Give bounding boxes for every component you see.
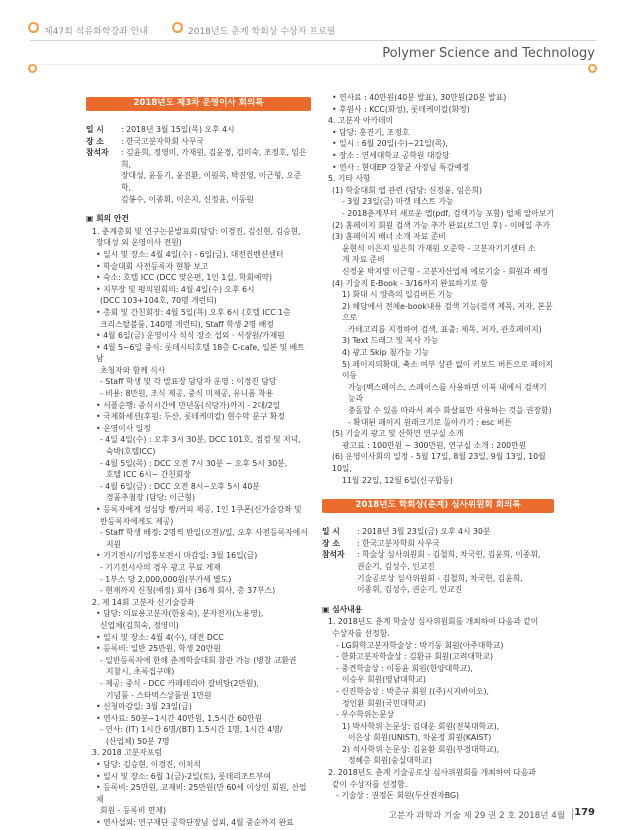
- meta-key: 참석자: [322, 550, 345, 560]
- text-line: 1. 2018년도 춘계 학술상 심사위원회를 개최하여 다음과 같이: [328, 617, 539, 627]
- text-line: 호텔 ICC 6시~ 간친회장: [106, 470, 191, 480]
- text-line: 11월 22일, 12월 6일(신구합동): [342, 475, 453, 485]
- page-header: [0, 0, 625, 90]
- agenda-list: [86, 226, 311, 829]
- header-prev-article[interactable]: [44, 24, 148, 37]
- text-line: 4) 광고 Skip 첨가능 기능: [342, 348, 430, 358]
- text-line: - 우수학위논문상: [336, 710, 395, 720]
- meta-value: : 한국고분자학회 사무국: [121, 136, 204, 146]
- text-line: 회원 - 등록비 면제): [100, 806, 167, 816]
- banner-title: 2018년도 제3차 운영이사 회의록: [133, 98, 264, 109]
- text-line: - 제공: 중식 - DCC 카페테리아 갈비탕(2만원),: [100, 678, 259, 688]
- text-line: - Staff 학생 및 각 발표장 담당자 운영 : 이경진 담당: [100, 377, 277, 387]
- footer-divider: [572, 808, 573, 820]
- text-line: (DCC 103+104호, 70명 개런티): [100, 296, 217, 306]
- text-line: 지원: [106, 539, 122, 549]
- text-line: • 장소 : 연세대학교 공학원 대강당: [332, 150, 450, 160]
- text-line: 크리스탈볼룸, 140명 개런티), Staff 학생 2명 배정: [100, 319, 274, 329]
- text-line: • 담당: 의료용고분자(한웅숙), 분자전자(노용영),: [96, 609, 264, 619]
- text-line: • 등록비: 25만원, 교재비: 25만원(만 60세 이상인 회원, 산업체: [96, 783, 307, 804]
- text-line: 개 자료 준비: [342, 255, 385, 265]
- text-line: • 연사 : 현대EP 강창균 사장님 특강예정: [332, 162, 470, 172]
- text-line: - 중견학술상 : 이동윤 회원(한양대학교),: [336, 663, 473, 673]
- text-line: 이승우 회원(영남대학교): [342, 675, 426, 685]
- text-line: 충돌할 수 있음 따라서 최수 화살표만 사용하는 것을 권장함): [348, 406, 552, 416]
- meta-value: 기술공로상 심사위원회 - 김철희, 차국헌, 김윤희,: [357, 573, 523, 583]
- text-line: 장대성 외 운영이사 전원): [96, 238, 182, 248]
- meta-row: [322, 573, 554, 585]
- text-line: • 일시 : 6월 20일(수)~21일(목),: [332, 139, 448, 149]
- text-line: 경품추첨장 (담당: 이근형): [106, 493, 195, 503]
- section-title-agenda: ▣ 회의 안건: [86, 214, 129, 224]
- text-line: 정인환 회원(국민대학교): [342, 698, 426, 708]
- text-line: • 등록비: 일반 25만원, 학생 20만원: [96, 644, 221, 654]
- text-line: • 일시 및 장소: 6월 1(금)-2일(토), 롯데리조트부여: [96, 771, 271, 781]
- meta-row: [322, 561, 554, 573]
- text-line: - 4월 6일(금) : DCC 오전 8시~오후 5시 40분: [100, 481, 260, 491]
- text-line: • 지부장 및 평의원회의: 4월 4일(수) 오후 6시: [96, 284, 255, 294]
- meta-key: 장 소: [322, 538, 340, 548]
- text-line: - 기기전시사의 경우 광고 무료 게재: [100, 562, 221, 572]
- text-line: - 비용: 8만원, 조식 제공, 중식 미제공, 유니폼 착용: [100, 389, 274, 399]
- text-line: • 총회 및 간친회장: 4월 5일(목) 오후 6시 (호텔 ICC 1층: [96, 307, 291, 317]
- text-line: • 국제화세션(후원: 두산, 롯데케미칼) 현수막 문구 확정: [96, 412, 285, 422]
- text-line: - LG화학고분자학술상 : 박기동 회원(아주대학교): [336, 640, 504, 650]
- text-line: 신정윤 박지영 이근형 - 고분자산업체 에로기술 - 회원과 배정: [342, 266, 549, 276]
- text-line: • 연사료 : 40만원(40분 발표), 30만원(20분 발표): [332, 93, 507, 102]
- text-line: 같이 수상자를 선정함.: [332, 779, 408, 789]
- footer-journal-info: 고분자 과학과 기술 제 29 권 2 호 2018년 4월: [388, 811, 565, 821]
- text-line: - 한화고분자학술상 : 김환규 회원(고려대학교): [336, 652, 494, 662]
- circle-bullet-icon: [28, 64, 37, 73]
- text-line: • 일시 및 장소: 4월 4(수), 대전 DCC: [96, 632, 224, 642]
- spacer: [322, 486, 554, 494]
- text-line: • 신청마감일: 3월 23일(금): [96, 702, 192, 712]
- text-line: (산업체) 50분 7명: [106, 736, 170, 746]
- meeting-meta: [86, 124, 311, 205]
- header-current-text: 2018년도 춘계 학회상 수상자 프로필: [188, 27, 336, 37]
- text-line: (1) 학술대회 앱 관련 (담당: 신정윤, 임은희): [332, 185, 483, 195]
- meta-key: [86, 194, 121, 206]
- meta-row: [86, 170, 311, 193]
- text-line: 이은상 회원(UNIST), 차윤정 회원(KAIST): [348, 733, 492, 743]
- meta-key: [322, 584, 357, 596]
- text-line: 2. 제 14회 고분자 신기술강좌: [92, 597, 195, 607]
- text-line: • 숙소: 호텔 ICC (DCC 맞은편, 1인 1실, 학회예약): [96, 273, 273, 283]
- text-line: 광고료 : 100만원 ~ 300만원, 연구실 소개 : 200만원: [342, 440, 527, 450]
- text-line: 반등록자에게도 제공): [100, 516, 174, 526]
- circle-bullet-icon: [588, 64, 597, 73]
- page-number: 179: [574, 807, 595, 818]
- text-line: - 2018춘계부터 새로운 앱(pdf, 검색기능 포함) 업체 알아보기: [342, 208, 554, 218]
- minutes-banner: [86, 94, 311, 114]
- text-line: 2) 석사학위 논문상: 김윤환 회원(부경대학교),: [342, 744, 500, 754]
- meta-row: [86, 124, 311, 136]
- meta-value: 이종휘, 김성수, 권순기, 인교진: [357, 585, 463, 595]
- circle-bullet-icon: [28, 22, 39, 33]
- meta-key: [322, 561, 357, 573]
- text-line: - 현재까지 신청(예정) 회사 (36개 회사, 총 37부스): [100, 586, 276, 596]
- text-line: • 담당: 김승현, 이경진, 이치석: [96, 760, 201, 770]
- meta-value: : 2018년 3월 23일(금) 오후 4시 30분: [357, 527, 491, 537]
- text-line: 3. 2018 고분자포럼: [92, 748, 162, 758]
- meta-value: : 2018년 3월 15일(목) 오후 4시: [121, 125, 235, 134]
- text-line: (4) 기술지 E-Book - 3/16까지 완료하기로 함: [332, 278, 488, 288]
- journal-title: Polymer Science and Technology: [382, 46, 595, 61]
- meta-row: [322, 526, 554, 538]
- text-line: • 등록자에게 성심당 빵/커피 제공, 1인 1쿠폰(신가술강좌 및: [96, 505, 302, 514]
- text-line: • 후원사 : KCC(화성), 롯데케미칼(화정): [332, 104, 470, 114]
- meta-row: [86, 194, 311, 206]
- text-line: 지참시, 초록집구매): [106, 667, 175, 677]
- meta-value: 장대성, 윤동기, 윤진환, 이원목, 박진영, 이근형, 오준학,: [121, 171, 302, 192]
- text-line: - 기술상 : 권정돈 회원(두산전자BG): [336, 791, 460, 801]
- meta-key: [86, 170, 121, 193]
- meta-row: [322, 538, 554, 550]
- text-line: - 확대된 페이지 원래크기로 돌아가기 : esc 버튼: [348, 417, 512, 427]
- circle-bullet-icon: [172, 22, 183, 33]
- meta-key: [322, 573, 357, 585]
- text-line: • 4월 6일(금) 운영이사 석식 장소 섭외 · 서장원/가재원: [96, 331, 285, 341]
- text-line: 기념품 - 스타벅스상품권 1만원: [106, 690, 212, 700]
- meta-row: [322, 584, 554, 596]
- text-line: • 운영이사 일정: [96, 423, 151, 433]
- text-line: 가능(백스페이스, 스페이스를 사용하면 이북 내에서 검색기능과: [348, 382, 547, 404]
- meta-value: : 한국고분자학회 사무국: [357, 538, 440, 548]
- header-divider-lower: [30, 64, 597, 65]
- header-divider: [30, 40, 597, 41]
- agenda-list-continued: [322, 92, 554, 486]
- text-line: 1. 춘계총회 및 연구논문발표회(담당: 이경진, 김신현, 김승현,: [92, 226, 301, 236]
- banner-title: 2018년도 학회상(춘계) 심사위원회 회의록: [355, 500, 521, 511]
- text-line: - 일반등록자에 한해 춘계학술대회 참관 가능 (병참 교환권: [100, 655, 297, 665]
- text-line: 신업체(김희숙, 정영미): [100, 620, 179, 630]
- text-line: • 담당: 홍진기, 조정호: [332, 127, 410, 137]
- text-line: (5) 기술지 광고 및 산학연 연구실 소개: [332, 429, 464, 439]
- text-line: - 3월 23일(금) 마켓 테스트 가능: [342, 197, 454, 207]
- meta-key: 일 시: [322, 527, 340, 537]
- text-line: (2) 홈페이지 회원 검색 가능 추가 완료(로그인 후) - 이메일 추가: [332, 220, 550, 230]
- text-line: 4. 고분자 아카데미: [328, 116, 394, 126]
- meta-key: 일 시: [86, 125, 104, 134]
- section-title-review: ▣ 심사내용: [322, 604, 363, 614]
- review-banner: [322, 496, 554, 516]
- header-prev-text: 제47회 석유화학강좌 안내: [44, 27, 149, 37]
- text-line: 5. 기타 사항: [328, 174, 371, 184]
- text-line: - 1부스 당 2,000,000원(부가세 별도): [100, 574, 232, 584]
- text-line: - 4월 5일(목) : DCC 오전 7시 30분 ~ 오후 5시 30분,: [100, 458, 288, 468]
- text-line: 1) 박사학위 논문상: 김대운 회원(전북대학교),: [342, 721, 500, 731]
- header-current-article[interactable]: [188, 24, 335, 37]
- text-line: 1) 화대 시 양측의 입김버튼 기능: [342, 290, 453, 300]
- text-line: 2) 해당에서 전체e-book내용 검색 기능(검색 제목, 저자, 본문으로: [342, 301, 553, 323]
- text-line: 정혜층 회원(숭실대학교): [348, 756, 432, 766]
- text-line: 3) Text 드래그 및 복사 가능: [342, 336, 439, 346]
- meta-value: : 학술상 심사위원회 - 김철희, 차국헌, 김윤희, 이종휘,: [357, 550, 541, 560]
- text-line: (6) 운영이사회의 일정 - 5월 17일, 8월 23일, 9월 13일, 10월 10일,: [332, 452, 549, 473]
- review-meta: [322, 526, 554, 596]
- text-line: • 연사료: 50분~1시간 40만원, 1.5시간 60만원: [96, 713, 263, 723]
- text-line: 숙박(호텔ICC): [106, 447, 156, 457]
- text-line: • 4월 5~6일 중식: 롯데시티호텔 18층 C-cafe, 일본 및 베트남: [96, 342, 305, 364]
- text-line: • 연사섭외: 연구재단 공학단장님 섭외, 4월 중순까지 완료: [96, 818, 294, 828]
- text-line: - 연사: (IT) 1시간 6명/(BT) 1.5시간 1명, 1시간 4명/: [100, 725, 283, 735]
- meta-value: : 김윤희, 정영미, 가재원, 김윤경, 김미숙, 조정호, 임은희,: [121, 148, 307, 169]
- page-footer: [0, 800, 625, 830]
- meta-key: 참석자: [86, 148, 109, 158]
- text-line: 카테고리를 지정하여 검색, 표출: 제목, 저자, 관호페이지): [348, 324, 542, 334]
- meta-row: [86, 136, 311, 148]
- text-line: (3) 홈페이지 배너 소개 자료 준비: [332, 232, 446, 242]
- text-line: - 4일 4일(수) : 오후 3시 30분, DCC 101호, 점검 및 저녁,: [100, 435, 301, 445]
- meta-key: 장 소: [86, 136, 104, 146]
- left-column: [86, 92, 311, 829]
- meta-row: [322, 549, 554, 561]
- text-line: 5) 페이지의확대, 축소 여부 상관 없이 키보드 버튼으로 페이지 이동: [342, 359, 556, 381]
- text-line: - Staff 학생 배정: 2명씩 반일(오전)/일, 오후 사전등록자에서: [100, 528, 308, 538]
- meta-row: [86, 147, 311, 170]
- text-line: 초청자와 함께 식사: [100, 365, 166, 375]
- text-line: • 학술대회 사전등록자 현황 보고: [96, 261, 209, 271]
- text-line: • 기기전시/기업홍보전시 마감일: 3월 16일(금): [96, 551, 258, 561]
- right-column: [322, 92, 554, 802]
- meta-value: 김봉수, 이종휘, 이은지, 신정윤, 이동원: [121, 194, 254, 204]
- text-line: 2. 2018년도 춘계 기술공로상 심사위원회를 개최하여 다음과: [328, 768, 536, 778]
- review-list: [322, 616, 554, 802]
- text-line: 수상자를 선정함.: [332, 628, 390, 638]
- text-line: • 일시 및 장소: 4월 4일(수) - 6일(금), 대전컨벤션센터: [96, 249, 284, 259]
- text-line: • 서플순행: 중식시간에 만년동(식당가)까지 - 2대/2일: [96, 400, 281, 410]
- text-line: - 신진학술상 : 박준규 회원 ((주)시지바이오),: [336, 686, 489, 696]
- text-line: 윤현석 이은지 임은희 가재원 오준학 - 고분자기기센터 소: [342, 243, 536, 253]
- meta-value: 권순기, 김성수, 인교진: [357, 561, 435, 571]
